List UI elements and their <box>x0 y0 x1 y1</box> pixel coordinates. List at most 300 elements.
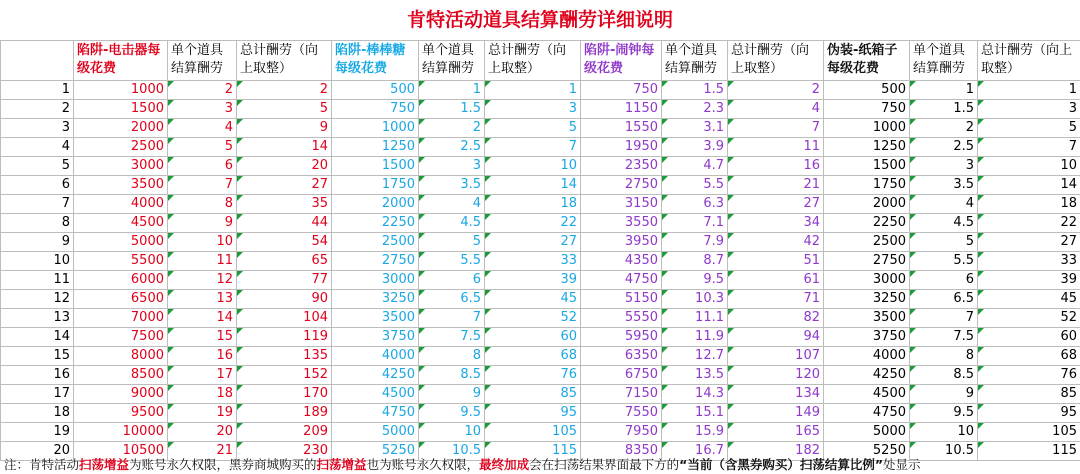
cell-clock-cost: 7950 <box>581 423 662 442</box>
cell-clock-reward: 15.1 <box>662 404 728 423</box>
cell-level: 16 <box>1 366 74 385</box>
cell-shock-cost: 10500 <box>74 442 168 461</box>
cell-shock-cost: 8000 <box>74 347 168 366</box>
cell-clock-cost: 750 <box>581 81 662 100</box>
cell-shock-total: 9 <box>237 119 332 138</box>
cell-box-cost: 2500 <box>824 233 910 252</box>
cell-clock-cost: 4350 <box>581 252 662 271</box>
header-box-cost: 伪装-纸箱子每级花费 <box>824 41 910 81</box>
cell-box-reward: 6 <box>910 271 978 290</box>
footnote-segment: 会在扫荡结果界面最下方的 <box>529 457 680 472</box>
cell-box-total: 22 <box>978 214 1080 233</box>
cell-box-total: 7 <box>978 138 1080 157</box>
cell-box-total: 3 <box>978 100 1080 119</box>
cell-clock-cost: 7150 <box>581 385 662 404</box>
cell-lollipop-total: 18 <box>485 195 581 214</box>
cell-box-cost: 3000 <box>824 271 910 290</box>
cell-box-cost: 3750 <box>824 328 910 347</box>
cell-lollipop-total: 52 <box>485 309 581 328</box>
cell-lollipop-reward: 9 <box>419 385 485 404</box>
cell-shock-reward: 5 <box>168 138 237 157</box>
cell-lollipop-reward: 1 <box>419 81 485 100</box>
cell-box-reward: 8.5 <box>910 366 978 385</box>
cell-box-total: 33 <box>978 252 1080 271</box>
cell-shock-total: 119 <box>237 328 332 347</box>
cell-clock-total: 182 <box>728 442 824 461</box>
table-row <box>1 233 1080 252</box>
header-box-total: 总计酬劳（向上取整） <box>978 41 1080 81</box>
cell-lollipop-cost: 3000 <box>332 271 419 290</box>
cell-box-cost: 2750 <box>824 252 910 271</box>
cell-box-cost: 1250 <box>824 138 910 157</box>
cell-lollipop-cost: 5250 <box>332 442 419 461</box>
cell-lollipop-cost: 1750 <box>332 176 419 195</box>
cell-box-cost: 2000 <box>824 195 910 214</box>
cell-box-reward: 9.5 <box>910 404 978 423</box>
cell-lollipop-cost: 2000 <box>332 195 419 214</box>
cell-box-reward: 4 <box>910 195 978 214</box>
cell-lollipop-total: 60 <box>485 328 581 347</box>
cell-lollipop-cost: 4750 <box>332 404 419 423</box>
cell-lollipop-cost: 5000 <box>332 423 419 442</box>
cell-lollipop-reward: 9.5 <box>419 404 485 423</box>
cell-box-cost: 3500 <box>824 309 910 328</box>
cell-lollipop-total: 22 <box>485 214 581 233</box>
cell-shock-cost: 1000 <box>74 81 168 100</box>
cell-box-reward: 1.5 <box>910 100 978 119</box>
cell-clock-cost: 1950 <box>581 138 662 157</box>
cell-box-total: 68 <box>978 347 1080 366</box>
cell-clock-cost: 5150 <box>581 290 662 309</box>
cell-clock-reward: 9.5 <box>662 271 728 290</box>
cell-lollipop-cost: 1250 <box>332 138 419 157</box>
cell-clock-reward: 11.9 <box>662 328 728 347</box>
cell-level: 3 <box>1 119 74 138</box>
cell-lollipop-reward: 1.5 <box>419 100 485 119</box>
table-row <box>1 309 1080 328</box>
cell-box-cost: 5000 <box>824 423 910 442</box>
header-lollipop-cost: 陷阱-棒棒糖每级花费 <box>332 41 419 81</box>
header-level <box>1 41 74 81</box>
cell-box-cost: 4000 <box>824 347 910 366</box>
cell-level: 7 <box>1 195 74 214</box>
cell-box-total: 45 <box>978 290 1080 309</box>
cell-shock-total: 44 <box>237 214 332 233</box>
cell-lollipop-total: 45 <box>485 290 581 309</box>
cell-lollipop-total: 27 <box>485 233 581 252</box>
cell-lollipop-total: 68 <box>485 347 581 366</box>
cell-shock-cost: 6500 <box>74 290 168 309</box>
header-clock-reward: 单个道具结算酬劳 <box>662 41 728 81</box>
cell-box-total: 85 <box>978 385 1080 404</box>
cell-lollipop-cost: 4250 <box>332 366 419 385</box>
cell-shock-cost: 2500 <box>74 138 168 157</box>
cell-box-total: 14 <box>978 176 1080 195</box>
cell-clock-cost: 6350 <box>581 347 662 366</box>
cell-shock-reward: 18 <box>168 385 237 404</box>
cell-box-total: 60 <box>978 328 1080 347</box>
cell-lollipop-total: 115 <box>485 442 581 461</box>
cell-shock-reward: 10 <box>168 233 237 252</box>
cell-shock-cost: 5000 <box>74 233 168 252</box>
cell-level: 17 <box>1 385 74 404</box>
cell-box-reward: 2.5 <box>910 138 978 157</box>
cell-lollipop-reward: 4.5 <box>419 214 485 233</box>
cell-level: 12 <box>1 290 74 309</box>
cell-shock-total: 90 <box>237 290 332 309</box>
cell-level: 8 <box>1 214 74 233</box>
cell-lollipop-cost: 2750 <box>332 252 419 271</box>
cell-shock-total: 170 <box>237 385 332 404</box>
footnote-segment: 扫荡增益 <box>316 457 367 472</box>
cell-shock-cost: 2000 <box>74 119 168 138</box>
cell-clock-reward: 13.5 <box>662 366 728 385</box>
cell-box-cost: 3250 <box>824 290 910 309</box>
cell-clock-reward: 4.7 <box>662 157 728 176</box>
cell-shock-reward: 17 <box>168 366 237 385</box>
cell-shock-reward: 14 <box>168 309 237 328</box>
footnote-segment: “当前（含黑券购买）扫荡结算比例” <box>679 457 884 472</box>
cell-clock-cost: 7550 <box>581 404 662 423</box>
cell-box-total: 10 <box>978 157 1080 176</box>
cell-lollipop-cost: 2500 <box>332 233 419 252</box>
header-box-reward: 单个道具结算酬劳 <box>910 41 978 81</box>
cell-lollipop-cost: 500 <box>332 81 419 100</box>
cell-lollipop-cost: 3500 <box>332 309 419 328</box>
cell-shock-total: 135 <box>237 347 332 366</box>
cell-shock-reward: 9 <box>168 214 237 233</box>
cell-box-total: 27 <box>978 233 1080 252</box>
cell-shock-reward: 20 <box>168 423 237 442</box>
cell-shock-cost: 5500 <box>74 252 168 271</box>
cell-clock-total: 71 <box>728 290 824 309</box>
cell-clock-reward: 12.7 <box>662 347 728 366</box>
cell-clock-cost: 3150 <box>581 195 662 214</box>
cell-shock-reward: 11 <box>168 252 237 271</box>
cell-clock-cost: 6750 <box>581 366 662 385</box>
cell-level: 15 <box>1 347 74 366</box>
cell-shock-cost: 7500 <box>74 328 168 347</box>
cell-clock-total: 16 <box>728 157 824 176</box>
footnote-segment: 最终加成 <box>479 457 530 472</box>
table-row <box>1 252 1080 271</box>
cell-lollipop-reward: 10.5 <box>419 442 485 461</box>
cell-clock-total: 51 <box>728 252 824 271</box>
cell-shock-reward: 6 <box>168 157 237 176</box>
cell-shock-total: 209 <box>237 423 332 442</box>
cell-shock-cost: 4000 <box>74 195 168 214</box>
cell-clock-total: 7 <box>728 119 824 138</box>
cell-box-reward: 10.5 <box>910 442 978 461</box>
cell-shock-total: 152 <box>237 366 332 385</box>
cell-shock-total: 35 <box>237 195 332 214</box>
cell-clock-reward: 2.3 <box>662 100 728 119</box>
cell-shock-reward: 21 <box>168 442 237 461</box>
cell-box-reward: 2 <box>910 119 978 138</box>
cell-clock-reward: 10.3 <box>662 290 728 309</box>
footnote-segment: 也为账号永久权限， <box>366 457 480 472</box>
cell-lollipop-cost: 4000 <box>332 347 419 366</box>
cell-lollipop-reward: 6.5 <box>419 290 485 309</box>
cell-clock-cost: 3550 <box>581 214 662 233</box>
cell-lollipop-total: 10 <box>485 157 581 176</box>
cell-level: 2 <box>1 100 74 119</box>
table-row <box>1 195 1080 214</box>
cell-shock-cost: 1500 <box>74 100 168 119</box>
cell-level: 10 <box>1 252 74 271</box>
header-lollipop-reward: 单个道具结算酬劳 <box>419 41 485 81</box>
cell-lollipop-reward: 4 <box>419 195 485 214</box>
cell-box-cost: 1500 <box>824 157 910 176</box>
cell-clock-reward: 1.5 <box>662 81 728 100</box>
cell-lollipop-reward: 2.5 <box>419 138 485 157</box>
cell-box-total: 115 <box>978 442 1080 461</box>
footnote-segment: 为账号永久权限，黑券商城购买的 <box>129 457 317 472</box>
cell-clock-total: 120 <box>728 366 824 385</box>
cell-box-reward: 5 <box>910 233 978 252</box>
cell-lollipop-total: 5 <box>485 119 581 138</box>
cell-shock-cost: 3500 <box>74 176 168 195</box>
cell-level: 20 <box>1 442 74 461</box>
cell-box-reward: 7.5 <box>910 328 978 347</box>
cell-box-total: 105 <box>978 423 1080 442</box>
cell-lollipop-reward: 6 <box>419 271 485 290</box>
table-row <box>1 119 1080 138</box>
cell-clock-cost: 5950 <box>581 328 662 347</box>
table-row <box>1 81 1080 100</box>
cell-lollipop-total: 76 <box>485 366 581 385</box>
cell-clock-total: 149 <box>728 404 824 423</box>
cell-lollipop-cost: 4500 <box>332 385 419 404</box>
cell-lollipop-reward: 10 <box>419 423 485 442</box>
cell-box-cost: 4250 <box>824 366 910 385</box>
cell-level: 19 <box>1 423 74 442</box>
cell-lollipop-cost: 3750 <box>332 328 419 347</box>
header-row <box>1 41 1080 81</box>
reward-table <box>0 40 1080 461</box>
cell-lollipop-reward: 8.5 <box>419 366 485 385</box>
header-clock-cost: 陷阱-闹钟每级花费 <box>581 41 662 81</box>
cell-shock-total: 54 <box>237 233 332 252</box>
cell-clock-total: 82 <box>728 309 824 328</box>
cell-box-total: 76 <box>978 366 1080 385</box>
cell-shock-reward: 8 <box>168 195 237 214</box>
cell-clock-cost: 1150 <box>581 100 662 119</box>
cell-clock-reward: 3.1 <box>662 119 728 138</box>
table-row <box>1 214 1080 233</box>
cell-level: 6 <box>1 176 74 195</box>
cell-shock-total: 5 <box>237 100 332 119</box>
cell-lollipop-total: 3 <box>485 100 581 119</box>
cell-clock-cost: 1550 <box>581 119 662 138</box>
cell-clock-reward: 8.7 <box>662 252 728 271</box>
cell-lollipop-reward: 7.5 <box>419 328 485 347</box>
footnote <box>4 455 921 474</box>
cell-shock-cost: 7000 <box>74 309 168 328</box>
cell-shock-reward: 13 <box>168 290 237 309</box>
cell-box-total: 5 <box>978 119 1080 138</box>
cell-box-total: 52 <box>978 309 1080 328</box>
header-shock-cost: 陷阱-电击器每级花费 <box>74 41 168 81</box>
cell-level: 18 <box>1 404 74 423</box>
cell-clock-total: 11 <box>728 138 824 157</box>
cell-box-reward: 10 <box>910 423 978 442</box>
header-clock-total: 总计酬劳（向上取整） <box>728 41 824 81</box>
cell-shock-reward: 12 <box>168 271 237 290</box>
header-lollipop-total: 总计酬劳（向上取整） <box>485 41 581 81</box>
cell-clock-cost: 8350 <box>581 442 662 461</box>
cell-clock-cost: 4750 <box>581 271 662 290</box>
cell-clock-total: 42 <box>728 233 824 252</box>
cell-clock-total: 165 <box>728 423 824 442</box>
cell-box-reward: 7 <box>910 309 978 328</box>
cell-clock-reward: 6.3 <box>662 195 728 214</box>
cell-clock-reward: 7.1 <box>662 214 728 233</box>
cell-clock-cost: 2750 <box>581 176 662 195</box>
cell-shock-reward: 7 <box>168 176 237 195</box>
cell-lollipop-reward: 2 <box>419 119 485 138</box>
cell-shock-reward: 16 <box>168 347 237 366</box>
table-row <box>1 366 1080 385</box>
table-row <box>1 385 1080 404</box>
cell-box-cost: 750 <box>824 100 910 119</box>
cell-lollipop-cost: 1500 <box>332 157 419 176</box>
cell-shock-total: 230 <box>237 442 332 461</box>
cell-box-reward: 8 <box>910 347 978 366</box>
cell-lollipop-cost: 750 <box>332 100 419 119</box>
cell-level: 11 <box>1 271 74 290</box>
cell-shock-cost: 6000 <box>74 271 168 290</box>
table-row <box>1 157 1080 176</box>
cell-shock-cost: 8500 <box>74 366 168 385</box>
cell-clock-total: 61 <box>728 271 824 290</box>
cell-lollipop-reward: 3.5 <box>419 176 485 195</box>
cell-level: 9 <box>1 233 74 252</box>
cell-level: 5 <box>1 157 74 176</box>
cell-lollipop-total: 7 <box>485 138 581 157</box>
cell-lollipop-cost: 1000 <box>332 119 419 138</box>
cell-clock-total: 21 <box>728 176 824 195</box>
table-row <box>1 328 1080 347</box>
cell-box-cost: 1750 <box>824 176 910 195</box>
cell-lollipop-reward: 3 <box>419 157 485 176</box>
cell-shock-total: 20 <box>237 157 332 176</box>
cell-lollipop-reward: 8 <box>419 347 485 366</box>
cell-box-reward: 3 <box>910 157 978 176</box>
cell-clock-total: 34 <box>728 214 824 233</box>
cell-lollipop-reward: 5 <box>419 233 485 252</box>
page-title: 肯特活动道具结算酬劳详细说明 <box>406 9 673 31</box>
cell-lollipop-reward: 5.5 <box>419 252 485 271</box>
footnote-segment: 注：肯特活动 <box>4 457 80 472</box>
cell-lollipop-total: 39 <box>485 271 581 290</box>
cell-shock-reward: 19 <box>168 404 237 423</box>
cell-level: 13 <box>1 309 74 328</box>
cell-box-reward: 4.5 <box>910 214 978 233</box>
cell-lollipop-cost: 3250 <box>332 290 419 309</box>
cell-shock-total: 189 <box>237 404 332 423</box>
cell-clock-total: 134 <box>728 385 824 404</box>
cell-shock-reward: 15 <box>168 328 237 347</box>
cell-box-cost: 4500 <box>824 385 910 404</box>
cell-shock-total: 104 <box>237 309 332 328</box>
cell-clock-reward: 15.9 <box>662 423 728 442</box>
cell-clock-total: 2 <box>728 81 824 100</box>
cell-level: 14 <box>1 328 74 347</box>
cell-lollipop-total: 85 <box>485 385 581 404</box>
cell-shock-reward: 3 <box>168 100 237 119</box>
cell-shock-total: 27 <box>237 176 332 195</box>
cell-box-cost: 4750 <box>824 404 910 423</box>
cell-shock-cost: 9500 <box>74 404 168 423</box>
cell-lollipop-cost: 2250 <box>332 214 419 233</box>
cell-clock-cost: 5550 <box>581 309 662 328</box>
cell-box-total: 1 <box>978 81 1080 100</box>
cell-box-reward: 3.5 <box>910 176 978 195</box>
cell-box-reward: 1 <box>910 81 978 100</box>
cell-lollipop-total: 14 <box>485 176 581 195</box>
cell-clock-total: 94 <box>728 328 824 347</box>
cell-clock-total: 107 <box>728 347 824 366</box>
cell-shock-cost: 3000 <box>74 157 168 176</box>
cell-clock-reward: 3.9 <box>662 138 728 157</box>
cell-lollipop-total: 95 <box>485 404 581 423</box>
table-row <box>1 271 1080 290</box>
cell-lollipop-reward: 7 <box>419 309 485 328</box>
cell-box-reward: 5.5 <box>910 252 978 271</box>
cell-box-reward: 6.5 <box>910 290 978 309</box>
table-row <box>1 423 1080 442</box>
cell-box-cost: 1000 <box>824 119 910 138</box>
table-row <box>1 100 1080 119</box>
cell-clock-reward: 16.7 <box>662 442 728 461</box>
cell-clock-cost: 2350 <box>581 157 662 176</box>
cell-lollipop-total: 33 <box>485 252 581 271</box>
cell-shock-total: 77 <box>237 271 332 290</box>
header-shock-total: 总计酬劳（向上取整） <box>237 41 332 81</box>
cell-box-cost: 2250 <box>824 214 910 233</box>
cell-shock-reward: 2 <box>168 81 237 100</box>
table-row <box>1 176 1080 195</box>
table-row <box>1 347 1080 366</box>
cell-clock-reward: 14.3 <box>662 385 728 404</box>
cell-lollipop-total: 105 <box>485 423 581 442</box>
cell-level: 4 <box>1 138 74 157</box>
cell-shock-cost: 9000 <box>74 385 168 404</box>
cell-box-total: 39 <box>978 271 1080 290</box>
cell-box-total: 95 <box>978 404 1080 423</box>
cell-shock-total: 2 <box>237 81 332 100</box>
cell-level: 1 <box>1 81 74 100</box>
cell-box-cost: 5250 <box>824 442 910 461</box>
table-row <box>1 404 1080 423</box>
cell-clock-reward: 7.9 <box>662 233 728 252</box>
cell-shock-cost: 10000 <box>74 423 168 442</box>
table-row <box>1 138 1080 157</box>
header-shock-reward: 单个道具结算酬劳 <box>168 41 237 81</box>
cell-clock-reward: 11.1 <box>662 309 728 328</box>
cell-clock-reward: 5.5 <box>662 176 728 195</box>
cell-clock-total: 4 <box>728 100 824 119</box>
cell-box-cost: 500 <box>824 81 910 100</box>
cell-shock-cost: 4500 <box>74 214 168 233</box>
cell-box-reward: 9 <box>910 385 978 404</box>
cell-lollipop-total: 1 <box>485 81 581 100</box>
cell-box-total: 18 <box>978 195 1080 214</box>
cell-shock-total: 14 <box>237 138 332 157</box>
cell-shock-total: 65 <box>237 252 332 271</box>
cell-clock-total: 27 <box>728 195 824 214</box>
